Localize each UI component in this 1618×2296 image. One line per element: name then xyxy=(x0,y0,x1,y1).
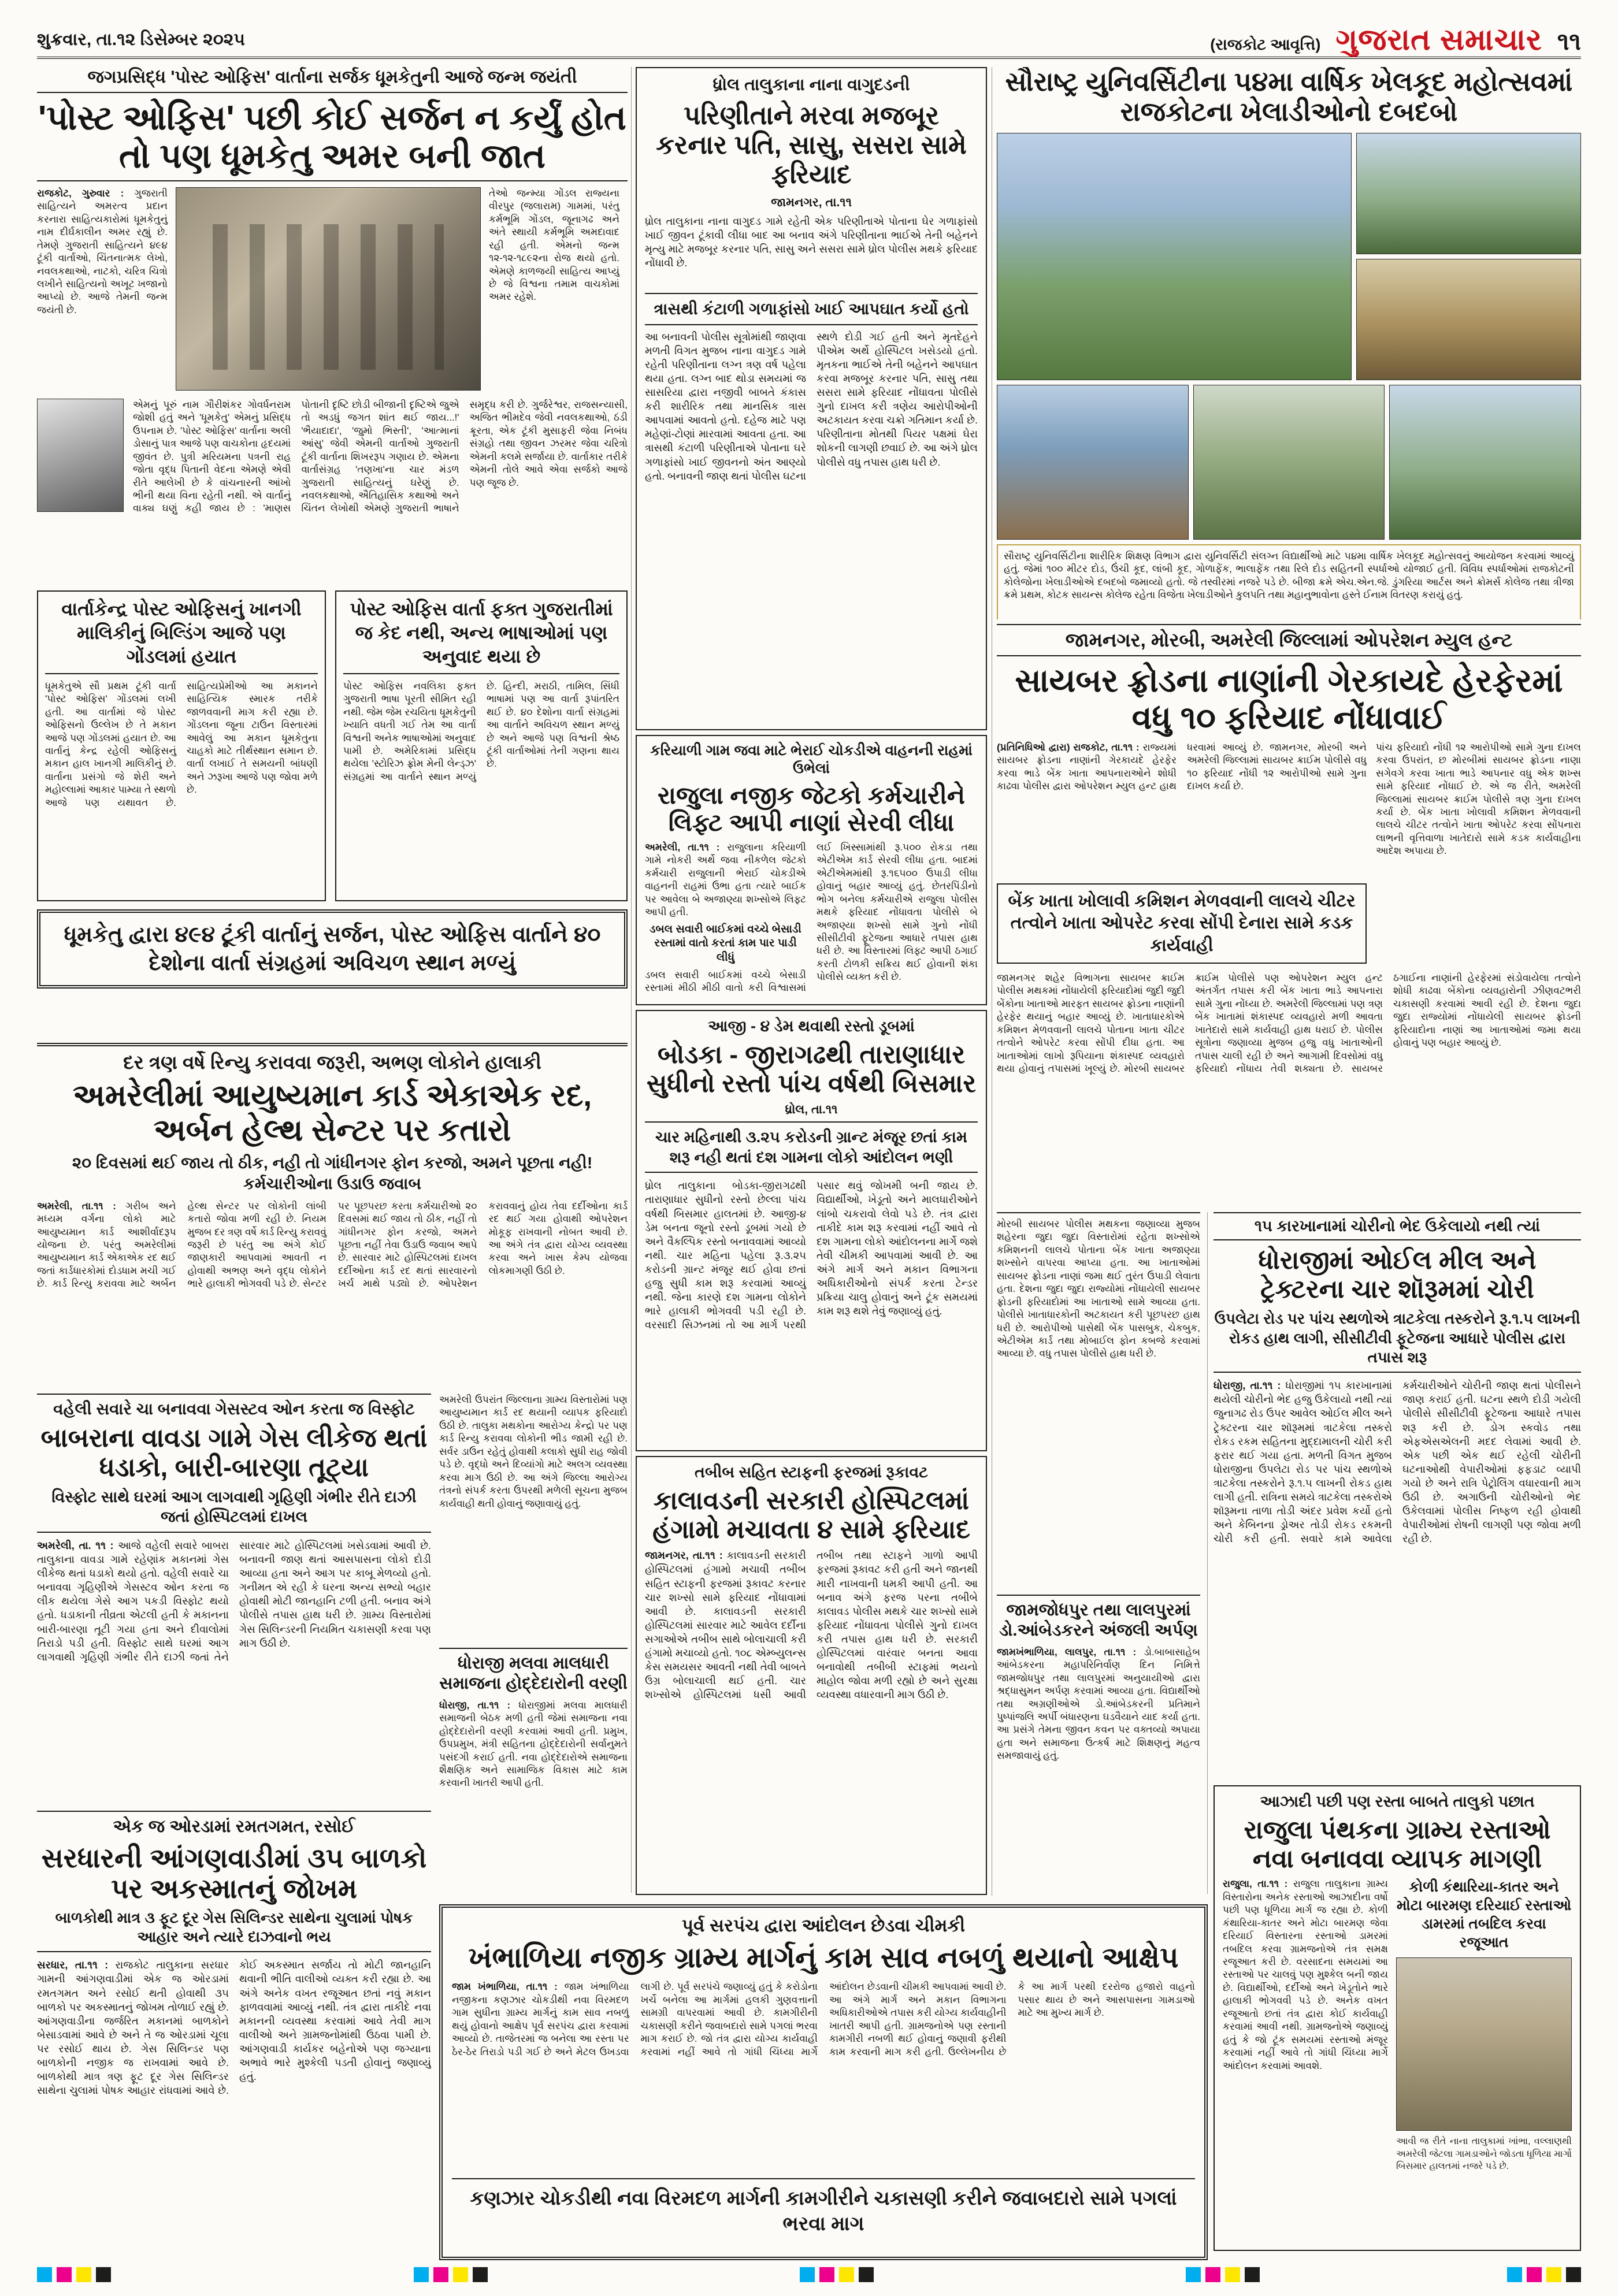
article-kicker: જામનગર, મોરબી, અમરેલી જિલ્લામાં ઓપરેશન મ્યુલ હન્ટ xyxy=(997,629,1581,656)
article-body: ધોરાજી, તા.૧૧ : ધોરાજીમાં ૧૫ કારખાનામાં થયેલી ચોરીનો ભેદ હજુ ઉકેલાયો નથી ત્યાં જુનાગઢ રોડ ઉપર આવેલ ઓઈલ મીલ અને ટ્રેક્ટરના ચાર શૉરૂમમાં ત્રાટકેલા તસ્કરો રોકડ રકમ સહિતના મુદ્દામાલની ચોરી કરી ફરાર થઈ ગયા હતા. મળતી વિગત મુજબ ધોરાજીના ઉપલેટા રોડ પર પાંચ સ્થળોએ ત્રાટકેલા તસ્કરોને રૂ.૧.૫ લાખની રોકડ હાથ લાગી હતી. રાત્રિના સમયે ત્રાટકેલા તસ્કરોએ શૉરૂમના તાળા તોડી અંદર પ્રવેશ કર્યો હતો અને કેબિનના ડ્રોઅર તોડી રોકડ રકમની ચોરી કરી હતી. સવારે કામે આવેલા કર્મચારીઓને ચોરીની જાણ થતાં પોલીસને જાણ કરાઈ હતી. ઘટના સ્થળે દોડી ગયેલી પોલીસે સીસીટીવી ફૂટેજના આધારે તપાસ શરૂ કરી છે. ડોગ સ્કવોડ તથા એફએસએલની મદદ લેવામાં આવી છે. એક પછી એક થઈ રહેલી ચોરીની ઘટનાઓથી વેપારીઓમાં ફફડાટ વ્યાપી ગયો છે અને રાત્રિ પેટ્રોલિંગ વધારવાની માગ ઉઠી છે. અગાઉની ચોરીઓનો ભેદ ઉકેલવામાં પોલીસ નિષ્ફળ રહી હોવાથી વેપારીઓમાં રોષની લાગણી પણ જોવા મળી રહી છે. xyxy=(1214,1379,1581,1777)
article-body: જામખંભાળિયા, લાલપુર, તા.૧૧ : ડો.બાબાસાહેબ આંબેડકરના મહાપરિનિર્વાણ દિન નિમિત્તે જામજોધપુર તથા લાલપુરમાં અનુયાયીઓ દ્વારા શ્રદ્ધાસુમન અર્પણ કરવામાં આવ્યા હતા. વિદ્યાર્થીઓ તથા અગ્રણીઓએ ડો.આંબેડકરની પ્રતિમાને પુષ્પાંજલિ અર્પી બંધારણના ઘડવૈયાને યાદ કર્યા હતા. આ પ્રસંગે તેમના જીવન કવન પર વક્તવ્યો અપાયા હતા અને સમાજના ઉત્કર્ષ માટે શિક્ષણનું મહત્વ સમજાવાયું હતું. xyxy=(997,1646,1200,1894)
article-kicker: ધ્રોલ તાલુકાના નાના વાગુદડની xyxy=(712,76,910,94)
article-body: મોરબી સાયબર પોલીસ મથકના જણાવ્યા મુજબ શહેરના જુદા જુદા વિસ્તારોમાં રહેતા શખ્સોએ કમિશનની લાલચે પોતાના બેંક ખાતા અજાણ્યા શખ્સોને વાપરવા આપ્યા હતા. આ ખાતાઓમાં સાયબર ફ્રોડના નાણાં જમા થઈ તુરંત ઉપાડી લેવાતા હતા. દેશના જુદા જુદા રાજ્યોમાં નોંધાયેલી સાયબર ફ્રોડની ફરિયાદોમાં આ ખાતાઓ સામે આવ્યા હતા. પોલીસે ખાતાધારકોની અટકાયત કરી પૂછપરછ હાથ ધરી છે. આરોપીઓ પાસેથી બેંક પાસબુક, ચેકબુક, એટીએમ કાર્ડ તથા મોબાઈલ ફોન કબજે કરવામાં આવ્યા છે. વધુ તપાસ પોલીસે હાથ ધરી છે. xyxy=(997,1218,1200,1359)
dateline: અમરેલી, તા.૧૧ : xyxy=(645,842,727,853)
dateline: રાજુલા, તા.૧૧ : xyxy=(1223,1878,1293,1889)
article-subhead: બાળકોથી માત્ર ૩ ફૂટ દૂર ગેસ સિલિન્ડર સાથેના ચુલામાં પોષક આહાર અને ત્યારે દાઝવાનો ભય xyxy=(37,1908,431,1953)
article-kicker: પૂર્વ સરપંચ દ્વારા આંદોલન છેડવા ચીમકી xyxy=(681,1915,966,1935)
article-kalavad-hospital xyxy=(636,1456,987,1895)
article-body: એમનું પૂરું નામ ગૌરીશંકર ગોવર્ધનરામ જોશી હતું અને 'ધૂમકેતુ' એમનું પ્રસિદ્ધ ઉપનામ છે. 'પોસ્ટ ઓફિસ' વાર્તાના અલી ડોસાનું પાત્ર આજે પણ વાચકોના હૃદયમાં જીવંત છે. પુત્રી મરિયમના પત્રની રાહ જોતા વૃદ્ધ પિતાની વેદના એમણે એવી રીતે આલેખી છે કે વાંચનારની આંખો ભીની થયા વિના રહેતી નથી. એ વાર્તાનું વાક્ય ઘણું કહી જાય છે : 'માણસ પોતાની દૃષ્ટિ છોડી બીજાની દૃષ્ટિએ જુએ તો અડધું જગત શાંત થઈ જાય...!' 'ભૈયાદાદા', 'જુમો ભિસ્તી', 'આત્માનાં આંસુ' જેવી એમની વાર્તાઓ ગુજરાતી ટૂંકી વાર્તાના શિખરરૂપ ગણાય છે. એમના વાર્તાસંગ્રહ 'તણખા'ના ચાર મંડળ ગુજરાતી સાહિત્યનું ઘરેણું છે. નવલકથાઓ, ઐતિહાસિક કથાઓ અને ચિંતન લેખોથી એમણે ગુજરાતી ભાષાને સમૃદ્ધ કરી છે. ગુર્જરેશ્વર, રાજસન્યાસી, અજિત ભીમદેવ જેવી નવલકથાઓ, ઠંડી ક્રૂરતા, એક ટૂંકી મુસાફરી જેવા નિબંધ સંગ્રહો તથા જીવન ઝરમર જેવા ચરિત્રો એમની કલમે સર્જાયા છે. વાર્તાકાર તરીકે એમની તોલે આવે એવા સર્જકો આજે પણ જૂજ છે. xyxy=(133,399,628,514)
dateline: જામનગર, તા.૧૧ : xyxy=(645,1550,727,1561)
article-body: અમરેલી, તા.૧૧ : ગરીબ અને મધ્યમ વર્ગના લોકો માટે આયુષ્યમાન કાર્ડ આશીર્વાદરૂપ યોજના છે. પરંતુ અમરેલીમાં આયુષ્યમાન કાર્ડ એકાએક રદ થઈ જતાં કાર્ડધારકોમાં દોડધામ મચી ગઈ છે. કાર્ડ રિન્યુ કરાવવા માટે અર્બન હેલ્થ સેન્ટર પર લોકોની લાંબી કતારો જોવા મળી રહી છે. નિયમ મુજબ દર ત્રણ વર્ષે કાર્ડ રિન્યુ કરાવવું જરૂરી છે પરંતુ આ અંગે કોઈ જાણકારી આપવામાં આવતી ન હોવાથી અભણ અને વૃદ્ધ લોકોને ભારે હાલાકી ભોગવવી પડે છે. સેન્ટર પર પૂછપરછ કરતા કર્મચારીઓ ૨૦ દિવસમાં થઈ જાય તો ઠીક, નહીં તો ગાંધીનગર ફોન કરજો, અમને પૂછતા નહીં તેવા ઉડાઉ જવાબ આપે છે. સારવાર માટે હોસ્પિટલમાં દાખલ દર્દીઓના કાર્ડ રદ થતાં સારવારનો ખર્ચ માથે પડ્યો છે. ઓપરેશન કરાવવાનું હોય તેવા દર્દીઓના કાર્ડ રદ થઈ ગયા હોવાથી ઓપરેશન મોકૂફ રાખવાની નોબત આવી છે. આ અંગે તંત્ર દ્વારા યોગ્ય વ્યવસ્થા કરવા અને ખાસ કેમ્પ યોજવા લોકમાગણી ઉઠી છે. xyxy=(37,1200,628,1388)
article-headline: જામજોધપુર તથા લાલપુરમાં ડો.આંબેડકરને અંજલી અર્પણ xyxy=(999,1601,1198,1640)
article-body: જામનગર, તા.૧૧ : કાલાવડની સરકારી હોસ્પિટલમાં હંગામો મચાવી તબીબ સહિત સ્ટાફની ફરજમાં રૂકાવટ કરનાર ચાર શખ્સો સામે ફરિયાદ નોંધાવામાં આવી છે. કાલાવડની સરકારી હોસ્પિટલમાં સારવાર માટે આવેલ દર્દીના સગાઓએ તબીબ સાથે બોલાચાલી કરી હંગામો મચાવ્યો હતો. ૧૦૮ એમ્બ્યુલન્સ કેસ સમયસર આવતી નથી તેવી બાબતે ઉગ્ર બોલાચાલી થઈ હતી. ચાર શખ્સોએ હોસ્પિટલમાં ધસી આવી તબીબ તથા સ્ટાફને ગાળો આપી ફરજમાં રૂકાવટ કરી હતી અને જાનથી મારી નાખવાની ધમકી આપી હતી. આ બનાવ અંગે ફરજ પરના તબીબે કાલાવડ પોલીસ મથકે ચાર શખ્સો સામે ફરિયાદ નોંધાવતા પોલીસે ગુનો દાખલ કરી તપાસ હાથ ધરી છે. સરકારી હોસ્પિટલમાં વારંવાર બનતા આવા બનાવોથી તબીબી સ્ટાફમાં ભયનો માહોલ જોવા મળી રહ્યો છે અને સુરક્ષા વ્યવસ્થા વધારવાની માગ ઉઠી છે. xyxy=(645,1548,978,1883)
article-headline: ધોરાજી મલવા માલધારી સમાજના હોદ્દેદારોની વરણી xyxy=(439,1654,628,1693)
photo-dusty-village-road xyxy=(1396,1957,1572,2131)
article-subhead: ઉપલેટા રોડ પર પાંચ સ્થળોએ ત્રાટકેલા તસ્કરોને રૂ.૧.૫ લાખની રોકડ હાથ લાગી, સીસીટીવી ફૂટેજના આધારે પોલીસ દ્વારા તપાસ શરૂ xyxy=(1214,1309,1581,1373)
column-ayushman-continuation xyxy=(439,1394,628,1804)
article-kicker: એક જ ઓરડામાં રમતગમત, રસોઈ xyxy=(113,1817,355,1836)
subarticle-body: પોસ્ટ ઓફિસ નવલિકા ફક્ત ગુજરાતી ભાષા પૂરતી સીમિત રહી નથી. જેમ જેમ રચયિતા ધૂમકેતુની ખ્યાતિ વધતી ગઈ તેમ આ વાર્તા વિશ્વની અનેક ભાષાઓમાં અનુવાદ પામી છે. અમેરિકામાં પ્રસિદ્ધ થયેલા 'સ્ટોરિઝ ફ્રોમ મેની લેન્ડ્ઝ' સંગ્રહમાં આ વાર્તાને સ્થાન મળ્યું છે. હિન્દી, મરાઠી, તામિલ, સિંધી ભાષામાં પણ આ વાર્તા રૂપાંતરિત થઈ છે. ૪૦ દેશોના વાર્તા સંગ્રહમાં આ વાર્તાને અવિચળ સ્થાન મળ્યું છે અને આજે પણ વિશ્વની શ્રેષ્ઠ ટૂંકી વાર્તાઓમાં તેની ગણના થાય છે. xyxy=(343,680,619,782)
photo-prize-distribution xyxy=(1356,259,1581,380)
publication-date: શુક્રવાર, તા.૧૨ ડિસેમ્બર ૨૦૨૫ xyxy=(37,30,246,49)
article-gas-leak xyxy=(37,1394,431,1804)
article-kicker: વહેલી સવારે ચા બનાવવા ગેસસ્ટવ ઓન કરતા જ વિસ્ફોટ xyxy=(53,1400,415,1418)
article-inner-subhead: ડબલ સવારી બાઈકમાં વચ્ચે બેસાડી રસ્તામાં વાતો કરતાં કામ પાર પાડી લીધું xyxy=(650,923,801,964)
article-body: અમરેલી ઉપરાંત જિલ્લાના ગ્રામ્ય વિસ્તારોમાં પણ આયુષ્યમાન કાર્ડ રદ થયાની વ્યાપક ફરિયાદો ઉઠી છે. તાલુકા મથકોના આરોગ્ય કેન્દ્રો પર પણ કાર્ડ રિન્યુ કરાવવા લોકોની ભીડ જામી રહી છે. સર્વર ડાઉન રહેતું હોવાથી કલાકો સુધી રાહ જોવી પડે છે. વૃદ્ધો અને દિવ્યાંગો માટે અલગ વ્યવસ્થા કરવા માગ ઉઠી છે. આ અંગે જિલ્લા આરોગ્ય તંત્રનો સંપર્ક કરતા ઉપરથી મળેલી સૂચના મુજબ કાર્યવાહી થતી હોવાનું જણાવાયું હતું. xyxy=(439,1394,628,1509)
column-divider xyxy=(1207,1212,1208,1894)
article-kicker: કરિયાળી ગામ જવા માટે ભેરાઈ ચોકડીએ વાહનની રાહમાં ઉભેલાં xyxy=(650,742,973,777)
registration-marks xyxy=(1507,2267,1581,2282)
photo-athletes xyxy=(997,385,1189,540)
article-dhumketu-post-office xyxy=(37,67,628,1037)
article-jetco-lift-fraud xyxy=(636,735,987,1005)
article-ayushman-card xyxy=(37,1043,628,1388)
photo-ground-event xyxy=(1389,385,1581,540)
article-bodka-road xyxy=(636,1010,987,1451)
article-body: (પ્રતિનિધિઓ દ્વારા) રાજકોટ, તા.૧૧ : રાજ્યમાં સાયબર ફ્રોડના નાણાંની ગેરકાયદે હેરફેર કરવા ભાડે બેંક ખાતા આપનારાઓને શોધી કાઢવા પોલીસ દ્વારા ઓપરેશન મ્યુલ હન્ટ હાથ ધરવામાં આવ્યું છે. જામનગર, મોરબી અને અમરેલી જિલ્લામાં સાયબર ક્રાઈમ પોલીસે વધુ ૧૦ ફરિયાદ નોંધી ૧૨ આરોપીઓ સામે ગુના દાખલ કર્યા છે. xyxy=(997,741,1367,879)
article-body: જામનગર શહેર વિભાગના સાયબર ક્રાઈમ પોલીસ મથકમાં નોંધાયેલી ફરિયાદોમાં જુદી જુદી બેંકોના ખાતાઓ મારફત સાયબર ફ્રોડના નાણાંની હેરફેર થયાનું બહાર આવ્યું છે. ખાતાધારકોએ કમિશન મેળવવાની લાલચે પોતાના ખાતા ચીટર તત્વોને ઓપરેટ કરવા સોંપી દીધા હતા. આ ખાતાઓમાં લાખો રૂપિયાના શંકાસ્પદ વ્યવહારો થયા હોવાનું તપાસમાં ખૂલ્યું છે. મોરબી સાયબર ક્રાઈમ પોલીસે પણ ઓપરેશન મ્યુલ હન્ટ અંતર્ગત તપાસ કરી બેંક ખાતા ભાડે આપનારા સામે ગુના નોંધ્યા છે. અમરેલી જિલ્લામાં પણ ત્રણ બેંક ખાતામાં શંકાસ્પદ વ્યવહારો મળી આવતા ખાતેદારો સામે કાર્યવાહી હાથ ધરાઈ છે. પોલીસ સૂત્રોના જણાવ્યા મુજબ હજુ વધુ ખાતાઓની તપાસ ચાલી રહી છે અને આગામી દિવસોમાં વધુ ફરિયાદો નોંધાય તેવી શક્યતા છે. સાયબર ઠગાઈના નાણાંની હેરફેરમાં સંડોવાયેલા તત્વોને શોધી કાઢવા બેંકોના વ્યવહારોની ઝીણવટભરી ચકાસણી કરવામાં આવી રહી છે. દેશના જુદા જુદા રાજ્યોમાં નોંધાયેલી સાયબર ફ્રોડની ફરિયાદોના નાણાં આ ખાતાઓમાં જમા થયા હોવાનું પણ બહાર આવ્યું છે. xyxy=(997,972,1581,1075)
article-headline: 'પોસ્ટ ઓફિસ' પછી કોઈ સર્જન ન કર્યું હોત તો પણ ધૂમકેતુ અમર બની જાત xyxy=(38,98,626,176)
article-body: રાજકોટ, ગુરુવાર : ગુજરાતી સાહિત્યને અમરત્વ પ્રદાન કરનારા સાહિત્યકારોમાં ધૂમકેતુનું નામ દીર્ઘકાલીન અમર રહ્યું છે. તેમણે ગુજરાતી સાહિત્યને ૪૯૪ ટૂંકી વાર્તાઓ, ચિંતનાત્મક લેખો, નવલકથાઓ, નાટકો, ચરિત્ર ચિત્રો લખીને સાહિત્યનો અખૂટ ખજાનો આપ્યો છે. આજે તેમની જન્મ જયંતી છે. xyxy=(37,187,168,393)
article-body: પાંચ ફરિયાદો નોંધી ૧૨ આરોપીઓ સામે ગુના દાખલ કરવા ઉપરાંત, છ મોરબીમાં સાયબર ફ્રોડના નાણા સગેવગે કરવા ખાતા ભાડે આપનાર વધુ એક શખ્સ સામે ફરિયાદ નોંધાઈ છે. એ જ રીતે, અમરેલી જિલ્લામાં સાયબર ક્રાઈમ પોલીસે ત્રણ ગુના દાખલ કર્યા છે. બેંક ખાતા ખોલાવી કમિશન મેળવવાની લાલચે ચીટર તત્વોને ખાતા ઓપરેટ કરવા સોંપનારા લાભની વૃત્તિવાળા ખાતેદારો સામે કડક કાર્યવાહીના આદેશ અપાયા છે. xyxy=(1376,741,1581,857)
article-kicker: તબીબ સહિત સ્ટાફની ફરજમાં રૂકાવટ xyxy=(695,1463,928,1481)
dateline: સરધાર, તા.૧૧ : xyxy=(37,1959,116,1971)
article-headline: ખંભાળિયા નજીક ગ્રામ્ય માર્ગનું કામ સાવ નબળું થયાનો આક્ષેપ xyxy=(468,1941,1179,1974)
registration-marks xyxy=(800,2267,874,2282)
article-body: સરધાર, તા.૧૧ : રાજકોટ તાલુકાના સરધાર ગામની આંગણવાડીમાં એક જ ઓરડામાં રમતગમત અને રસોઈ થતી હોવાથી ૩૫ બાળકો પર અકસ્માતનું જોખમ તોળાઈ રહ્યું છે. આંગણવાડીના જર્જરિત મકાનમાં બાળકોને બેસાડવામાં આવે છે અને તે જ ઓરડામાં ચૂલા પર રસોઈ થાય છે. ગેસ સિલિન્ડર પણ બાળકોની નજીક જ રાખવામાં આવે છે. બાળકોથી માત્ર ત્રણ ફૂટ દૂર ગેસ સિલિન્ડર સાથેના ચુલામાં પોષક આહાર રાંધવામાં આવે છે. કોઈ અકસ્માત સર્જાય તો મોટી જાનહાનિ થવાની ભીતિ વાલીઓ વ્યક્ત કરી રહ્યા છે. આ અંગે અનેક વખત રજૂઆત છતાં નવું મકાન ફાળવવામાં આવ્યું નથી. તંત્ર દ્વારા તાકીદે નવા મકાનની વ્યવસ્થા કરવામાં આવે તેવી માગ વાલીઓ અને ગ્રામજનોમાંથી ઉઠવા પામી છે. આંગણવાડી કાર્યકર બહેનોએ પણ જગ્યાના અભાવે ભારે મુશ્કેલી પડતી હોવાનું જણાવ્યું હતું. xyxy=(37,1958,431,2257)
registration-marks xyxy=(1186,2267,1260,2282)
article-khambhalia-road xyxy=(439,1904,1208,2260)
page-header xyxy=(37,23,1581,59)
dateline: ધોરાજી, તા.૧૧ : xyxy=(439,1700,518,1711)
dateline: જામનગર, તા.૧૧ xyxy=(771,195,852,209)
article-cyber-fraud xyxy=(997,624,1581,1206)
article-headline: રાજુલા પંથકના ગ્રામ્ય રસ્તાઓ નવા બનાવવા વ્યાપક માગણી xyxy=(1244,1815,1551,1873)
dateline: જામ ખંભાળિયા, તા.૧૧ : xyxy=(452,1981,565,1992)
article-headline: બોડકા - જીરાગઢથી તારાણાધાર સુધીનો રસ્તો પાંચ વર્ષથી બિસમાર xyxy=(646,1040,977,1098)
photo-gondal-post-office-building xyxy=(176,187,481,391)
article-lead: ધ્રોલ તાલુકાના નાના વાગુદડ ગામે રહેતી એક પરિણીતાએ પોતાના ઘેર ગળાફાંસો ખાઈ જીવન ટૂંકાવી લીધા બાદ આ બનાવ અંગે પરિણીતાના ભાઈએ તેની બહેનને મૃત્યુ માટે મજબૂર કરનાર પતિ, સાસુ અને સસરા સામે ધ્રોલ પોલીસ મથકે ફરિયાદ નોંધાવી છે. xyxy=(645,215,978,269)
article-body: અમરેલી, તા. ૧૧ : આજે વહેલી સવારે બાબરા તાલુકાના વાવડા ગામે રહેણાંક મકાનમાં ગેસ લીકેજ થતાં ધડાકો થયો હતો. વહેલી સવારે ચા બનાવવા ગૃહિણીએ ગેસસ્ટવ ઓન કરતા જ લીક થયેલા ગેસે આગ પકડી વિસ્ફોટ થયો હતો. ધડાકાની તીવ્રતા એટલી હતી કે મકાનના બારી-બારણા તૂટી ગયા હતા અને દીવાલોમાં તિરાડો પડી હતી. વિસ્ફોટ સાથે ઘરમાં આગ લાગવાથી ગૃહિણી ગંભીર રીતે દાઝી જતાં તેને સારવાર માટે હોસ્પિટલમાં ખસેડવામાં આવી છે. બનાવની જાણ થતાં આસપાસના લોકો દોડી આવ્યા હતા અને આગ પર કાબૂ મેળવ્યો હતો. ગનીમત એ રહી કે ઘરના અન્ય સભ્યો બહાર હોવાથી મોટી જાનહાનિ ટળી હતી. બનાવ અંગે પોલીસે તપાસ હાથ ધરી છે. ગ્રામ્ય વિસ્તારોમાં ગેસ સિલિન્ડરની નિયમિત ચકાસણી કરવા પણ માગ ઉઠી છે. xyxy=(37,1539,431,1804)
article-body: રાજુલા, તા.૧૧ : રાજુલા તાલુકાના ગ્રામ્ય વિસ્તારોના અનેક રસ્તાઓ આઝાદીના વર્ષો પછી પણ ધૂળિયા માર્ગ જ રહ્યા છે. કોળી કંથારિયા-કાતર અને મોટા બારમણ જેવા દરિયાઈ વિસ્તારના રસ્તાઓ ડામરમાં તબદિલ કરવા ગ્રામજનોએ તંત્ર સમક્ષ રજૂઆત કરી છે. વરસાદના સમયમાં આ રસ્તાઓ પર ચાલવું પણ મુશ્કેલ બની જાય છે. વિદ્યાર્થીઓ, દર્દીઓ અને ખેડૂતોને ભારે હાલાકી ભોગવવી પડે છે. અનેક વખત રજૂઆતો છતાં તંત્ર દ્વારા કોઈ કાર્યવાહી કરવામાં આવી નથી. ગ્રામજનોએ જણાવ્યું હતું કે જો ટૂંક સમયમાં રસ્તાઓ મંજૂર કરવામાં નહીં આવે તો ગાંધી ચિંધ્યા માર્ગે આંદોલન કરવામાં આવશે. xyxy=(1223,1878,1388,2224)
article-body: જામ ખંભાળિયા, તા.૧૧ : જામ ખંભાળિયા નજીકના કણઝાર ચોકડીથી નવા વિરમદળ ગામ સુધીના ગ્રામ્ય માર્ગનું કામ સાવ નબળું થયું હોવાનો આક્ષેપ પૂર્વ સરપંચ દ્વારા કરવામાં આવ્યો છે. તાજેતરમાં જ બનેલા આ રસ્તા પર ઠેર-ઠેર તિરાડો પડી ગઈ છે અને મેટલ ઉખડવા લાગી છે. પૂર્વ સરપંચે જણાવ્યું હતું કે કરોડોના ખર્ચે બનેલા આ માર્ગમાં હલકી ગુણવત્તાની સામગ્રી વાપરવામાં આવી છે. કામગીરીની ચકાસણી કરીને જવાબદારો સામે પગલાં ભરવા માગ કરાઈ છે. જો તંત્ર દ્વારા યોગ્ય કાર્યવાહી કરવામાં નહીં આવે તો ગાંધી ચિંધ્યા માર્ગે આંદોલન છેડવાની ચીમકી આપવામાં આવી છે. આ અંગે માર્ગ અને મકાન વિભાગના અધિકારીઓએ તપાસ કરી યોગ્ય કાર્યવાહીની ખાતરી આપી હતી. ગ્રામજનોએ પણ રસ્તાની કામગીરી નબળી થઈ હોવાનું જણાવી ફરીથી કામ કરવાની માગ કરી હતી. ઉલ્લેખનીય છે કે આ માર્ગ પરથી દરરોજ હજારો વાહનો પસાર થાય છે અને આસપાસના ગામડાઓ માટે આ મુખ્ય માર્ગ છે. xyxy=(452,1981,1195,2171)
article-dhoraji-theft xyxy=(1214,1212,1581,1777)
masthead-logo: ગુજરાત સમાચાર xyxy=(1335,23,1542,57)
article-body: અમરેલી, તા.૧૧ : રાજુલાના કરિયાળી ગામે નોકરી અર્થે જવા નીકળેલ જેટકો કર્મચારી રાજુલાની ભેરાઈ ચોકડીએ વાહનની રાહમાં ઉભા હતા ત્યારે બાઈક પર આવેલા બે અજાણ્યા શખ્સોએ લિફ્ટ આપી હતી. ડબલ સવારી બાઈકમાં વચ્ચે બેસાડી રસ્તામાં વાતો કરતાં કામ પાર પાડી લીધું ડબલ સવારી બાઈકમાં વચ્ચે બેસાડી રસ્તામાં મીઠી મીઠી વાતો કરી વિશ્વાસમાં લઈ ખિસ્સામાંથી રૂ.૫૦૦ રોકડા તથા એટીએમ કાર્ડ સેરવી લીધા હતા. બાદમાં એટીએમમાંથી રૂ.૧૬૫૦૦ ઉપાડી લીધા હોવાનું બહાર આવ્યું હતું. છેતરપિંડીનો ભોગ બનેલા કર્મચારીએ રાજુલા પોલીસ મથકે ફરિયાદ નોંધાવતા પોલીસે બે અજાણ્યા શખ્સો સામે ગુનો નોંધી સીસીટીવી ફૂટેજના આધારે તપાસ હાથ ધરી છે. આ વિસ્તારમાં લિફ્ટ આપી ઠગાઈ કરતી ટોળકી સક્રિય થઈ હોવાની શંકા પોલીસે વ્યક્ત કરી છે. xyxy=(645,841,978,1005)
subarticle-headline: વાર્તાકેન્દ્ર પોસ્ટ ઓફિસનું ખાનગી માલિકીનું બિલ્ડિંગ આજે પણ ગોંડલમાં હયાત xyxy=(45,597,318,674)
article-body: ધ્રોલ તાલુકાના બોડકા-જીરાગઢથી તારાણાધાર સુધીનો રસ્તો છેલ્લા પાંચ વર્ષથી બિસમાર હાલતમાં છે. આજી-૪ ડેમ બનતા જૂનો રસ્તો ડૂબમાં ગયો છે અને વૈકલ્પિક રસ્તો બનાવવામાં આવ્યો નથી. ચાર મહિના પહેલા રૂ.૩.૨૫ કરોડની ગ્રાન્ટ મંજૂર થઈ હોવા છતાં હજુ સુધી કામ શરૂ કરવામાં આવ્યું નથી. જેના કારણે દશ ગામના લોકોને ભારે હાલાકી ભોગવવી પડી રહી છે. વરસાદી સિઝનમાં તો આ માર્ગ પરથી પસાર થવું જોખમી બની જાય છે. વિદ્યાર્થીઓ, ખેડૂતો અને માલધારીઓને લાંબો ચકરાવો લેવો પડે છે. તંત્ર દ્વારા તાકીદે કામ શરૂ કરવામાં નહીં આવે તો દશ ગામના લોકો આંદોલનના માર્ગે જશે તેવી ચીમકી આપવામાં આવી છે. આ અંગે માર્ગ અને મકાન વિભાગના અધિકારીઓનો સંપર્ક કરતા ટેન્ડર પ્રક્રિયા ચાલુ હોવાનું અને ટૂંક સમયમાં કામ શરૂ થશે તેવું જણાવ્યું હતું. xyxy=(645,1180,978,1331)
article-strip-headline: કણઝાર ચોકડીથી નવા વિરમદળ માર્ગની કામગીરીને ચકાસણી કરીને જવાબદારો સામે પગલાં ભરવા માગ xyxy=(452,2178,1195,2236)
article-kicker: દર ત્રણ વર્ષે રિન્યુ કરાવવા જરૂરી, અભણ લોકોને હાલાકી xyxy=(123,1052,541,1073)
article-headline: સૌરાષ્ટ્ર યુનિવર્સિટીના ૫૪મા વાર્ષિક ખેલકૂદ મહોત્સવમાં રાજકોટના ખેલાડીઓનો દબદબો xyxy=(1005,67,1573,127)
article-headline: સાયબર ફ્રોડના નાણાંની ગેરકાયદે હેરફેરમાં વધુ ૧૦ ફરિયાદ નોંધાવાઈ xyxy=(1015,662,1563,735)
dateline: રાજકોટ, ગુરુવાર : xyxy=(37,188,134,199)
article-headline: કાલાવડની સરકારી હોસ્પિટલમાં હંગામો મચાવતા ૪ સામે ફરિયાદ xyxy=(652,1486,970,1544)
article-headline: પરિણીતાને મરવા મજબૂર કરનાર પતિ, સાસુ, સસરા સામે ફરિયાદ xyxy=(656,101,967,190)
article-headline: બાબરાના વાવડા ગામે ગેસ લીકેજ થતાં ધડાકો, બારી-બારણા તૂટ્યા xyxy=(40,1423,428,1482)
edition-label: (રાજકોટ આવૃત્તિ) xyxy=(1210,35,1321,53)
page-number: ૧૧ xyxy=(1557,27,1581,55)
article-headline: રાજુલા નજીક જેટકો કર્મચારીને લિફ્ટ આપી નાણાં સેરવી લીધા xyxy=(657,782,966,837)
photo-caption: આવી જ રીતે નાના તાલુકામાં ખાંભા, વલ્લાણથી અમરેલી જેટલા ગામડાઓને જોડતા ધૂળિયા માર્ગો બિસમાર હાલતમાં નજરે પડે છે. xyxy=(1396,2137,1572,2172)
photo-caption: સૌરાષ્ટ્ર યુનિવર્સિટીના શારીરિક શિક્ષણ વિભાગ દ્વારા યુનિવર્સિટી સંલગ્ન વિદ્યાર્થીઓ માટે ૫૪મા વાર્ષિક ખેલકૂદ મહોત્સવનું આયોજન કરવામાં આવ્યું હતું. જેમાં ૧૦૦ મીટર દોડ, ઉંચી કૂદ, લાંબી કૂદ, ગોળાફેંક, ભાલાફેંક તથા રિલે દોડ સહિતની સ્પર્ધાઓ યોજાઈ હતી. વિવિધ સ્પર્ધાઓમાં રાજકોટની કોલેજોના ખેલાડીઓએ દબદબો જમાવ્યો હતો. જે તસ્વીરમાં નજરે પડે છે. બીજા ક્રમે એચ.એન.જે. ડુંગરિયા આર્ટસ અને ક્રોમર્સ કોલેજ તથા ત્રીજા ક્રમે પ્રથમ, કોટક સાયન્સ કોલેજ રહેતા વિજેતા ખેલાડીઓને કુલપતિ તથા મહાનુભાવોના હસ્તે ઈનામ વિતરણ કરાયું હતું. xyxy=(997,544,1581,619)
registration-marks xyxy=(37,2267,111,2282)
subarticle-body: ધૂમકેતુએ સૌ પ્રથમ ટૂંકી વાર્તા 'પોસ્ટ ઓફિસ' ગોંડલમાં લખી હતી. આ વાર્તામાં જે પોસ્ટ ઓફિસનો ઉલ્લેખ છે તે મકાન આજે પણ ગોંડલમાં હયાત છે. આ વાર્તાનું કેન્દ્ર રહેલી ઓફિસનું મકાન હાલ ખાનગી માલિકીનું છે. વાર્તાના પ્રસંગો જે શેરી અને મહોલ્લામાં આકાર પામ્યા તે સ્થળો આજે પણ યથાવત છે. સાહિત્યપ્રેમીઓ આ મકાનને સાહિત્યિક સ્મારક તરીકે જાળવવાની માગ કરી રહ્યા છે. ગોંડલના જૂના ટાઉન વિસ્તારમાં આવેલું આ મકાન ધૂમકેતુના ચાહકો માટે તીર્થસ્થાન સમાન છે. વાર્તા લખાઈ તે સમયની બાંધણી અને ઝરૂખા આજે પણ જોવા મળે છે. xyxy=(45,680,318,808)
dateline: અમરેલી, તા. ૧૧ : xyxy=(37,1540,118,1551)
article-rajula-roads xyxy=(1214,1785,1581,2251)
photo-winning-team xyxy=(1193,385,1385,540)
article-kicker: ૧૫ કારખાનામાં ચોરીનો ભેદ ઉકેલાયો નથી ત્યાં xyxy=(1214,1217,1581,1240)
article-subhead: ચાર મહિનાથી ૩.૨૫ કરોડની ગ્રાન્ટ મંજૂર છતાં કામ શરૂ નહી થતાં દશ ગામના લોકો આંદોલન ભણી xyxy=(645,1121,978,1173)
article-subhead: બેંક ખાતા ખોલાવી કમિશન મેળવવાની લાલચે ચીટર તત્વોને ખાતા ઓપરેટ કરવા સોંપી દેનારા સામે કડક કાર્યવાહી xyxy=(997,883,1367,964)
photo-high-jump xyxy=(997,133,1352,380)
dateline: જામખંભાળિયા, લાલપુર, તા.૧૧ : xyxy=(997,1647,1144,1658)
dateline: રાજકોટ, તા.૧૧ : xyxy=(1073,742,1142,753)
article-kicker: આઝાદી પછી પણ રસ્તા બાબતે તાલુકો પછાત xyxy=(1260,1793,1535,1810)
article-subhead: ત્રાસથી કંટાળી ગળાફાંસો ખાઈ આપઘાત કર્યો હતો xyxy=(645,293,978,325)
article-sardhar-anganwadi xyxy=(37,1811,431,2257)
column-cyber-continuation xyxy=(997,1212,1200,1894)
byline: (પ્રતિનિધિઓ દ્વારા) xyxy=(997,741,1070,753)
article-subhead: વિસ્ફોટ સાથે ઘરમાં આગ લાગવાથી ગૃહિણી ગંભીર રીતે દાઝી જતાં હોસ્પિટલમાં દાખલ xyxy=(37,1487,431,1533)
subarticle-gondal-building xyxy=(37,590,326,901)
article-body: તેઓ જન્મ્યા ગોંડલ રાજ્યના વીરપુર (જલારામ) ગામમાં, પરંતુ કર્મભૂમિ ગોંડલ, જૂનાગઢ અને અંતે સ્થાયી કર્મભૂમિ અમદાવાદ રહી હતી. એમનો જન્મ ૧૨-૧૨-૧૮૯૨ના રોજ થયો હતો. એમણે કાળજયી સાહિત્ય આપ્યું છે જે વિશ્વના તમામ વાચકોમાં અમર રહેશે. xyxy=(489,187,619,303)
dateline: અમરેલી, તા.૧૧ : xyxy=(37,1201,126,1212)
article-sports-festival xyxy=(997,67,1581,619)
article-headline: અમરેલીમાં આયુષ્યમાન કાર્ડ એકાએક રદ, અર્બન હેલ્થ સેન્ટર પર કતારો xyxy=(72,1079,592,1148)
article-subhead: ૨૦ દિવસમાં થઈ જાય તો ઠીક, નહી તો ગાંધીનગર ફોન કરજો, અમને પૂછતા નહી! કર્મચારીઓના ઉડાઉ જવાબ xyxy=(72,1154,593,1192)
photo-race xyxy=(1356,133,1581,254)
photo-dhumketu-portrait xyxy=(37,399,124,512)
article-body: ધોરાજી, તા.૧૧ : ધોરાજીમાં મલવા માલધારી સમાજની બેઠક મળી હતી જેમાં સમાજના નવા હોદ્દેદારોની વરણી કરવામાં આવી હતી. પ્રમુખ, ઉપપ્રમુખ, મંત્રી સહિતના હોદ્દેદારોની સર્વાનુમતે પસંદગી કરાઈ હતી. નવા હોદ્દેદારોએ સમાજના શૈક્ષણિક અને સામાજિક વિકાસ માટે કામ કરવાની ખાતરી આપી હતી. xyxy=(439,1699,628,1804)
article-headline: સરધારની આંગણવાડીમાં ૩૫ બાળકો પર અકસ્માતનું જોખમ xyxy=(41,1842,427,1904)
article-kicker: જગપ્રસિદ્ધ 'પોસ્ટ ઓફિસ' વાર્તાના સર્જક ધૂમકેતુની આજે જન્મ જયંતી xyxy=(37,67,628,93)
banner-headline: ધૂમકેતુ દ્વારા ૪૯૪ ટૂંકી વાર્તાનું સર્જન, પોસ્ટ ઓફિસ વાર્તાને ૪૦ દેશોના વાર્તા સંગ્રહમાં અવિચળ સ્થાન મળ્યું xyxy=(37,909,628,989)
article-subhead: કોળી કંથારિયા-કાતર અને મોટા બારમણ દરિયાઈ રસ્તાઓ ડામરમાં તબદિલ કરવા રજૂઆત xyxy=(1396,1879,1572,1951)
article-headline: ધોરાજીમાં ઓઈલ મીલ અને ટ્રેક્ટરના ચાર શૉરૂમમાં ચોરી xyxy=(1258,1246,1537,1303)
subarticle-translations xyxy=(335,590,628,901)
article-body: આ બનાવની પોલીસ સૂત્રોમાંથી જાણવા મળતી વિગત મુજબ નાના વાગુદડ ગામે રહેતી પરિણીતાના લગ્ન ત્રણ વર્ષ પહેલા થયા હતા. લગ્ન બાદ થોડા સમયમાં જ સાસરિયા દ્વારા નજીવી બાબતે કંકાસ કરી શારીરિક તથા માનસિક ત્રાસ આપવામાં આવતો હતો. દહેજ માટે પણ મહેણાં-ટોણાં મારવામાં આવતા હતા. આ ત્રાસથી કંટાળી પરિણીતાએ પોતાના ઘરે ગળાફાંસો ખાઈ જીવનનો અંત આણ્યો હતો. બનાવની જાણ થતાં પોલીસ ઘટના સ્થળે દોડી ગઈ હતી અને મૃતદેહને પીએમ અર્થે હોસ્પિટલ ખસેડયો હતો. મૃતકના ભાઈએ તેની બહેનને આપઘાત કરવા મજબૂર કરનાર પતિ, સાસુ તથા સસરા સામે ફરિયાદ નોંધાવતા પોલીસે ગુનો દાખલ કરી ત્રણેય આરોપીઓની અટકાયત કરવા ચક્રો ગતિમાન કર્યા છે. પરિણીતાના મોતથી પિયર પક્ષમાં ઘેરા શોકની લાગણી છવાઈ છે. આ અંગે ધ્રોલ પોલીસે વધુ તપાસ હાથ ધરી છે. xyxy=(645,330,978,482)
article-kicker: આજી - ૪ ડેમ થવાથી રસ્તો ડૂબમાં xyxy=(708,1017,915,1035)
column-divider xyxy=(631,67,632,1893)
registration-marks xyxy=(414,2267,488,2282)
dateline: ધોરાજી, તા.૧૧ : xyxy=(1214,1380,1285,1391)
dateline: ધ્રોલ, તા.૧૧ xyxy=(785,1103,838,1117)
subarticle-headline: પોસ્ટ ઓફિસ વાર્તા ફક્ત ગુજરાતીમાં જ કેદ નથી, અન્ય ભાષાઓમાં પણ અનુવાદ થયા છે xyxy=(343,597,619,674)
article-dhrol-parinita xyxy=(636,67,987,730)
